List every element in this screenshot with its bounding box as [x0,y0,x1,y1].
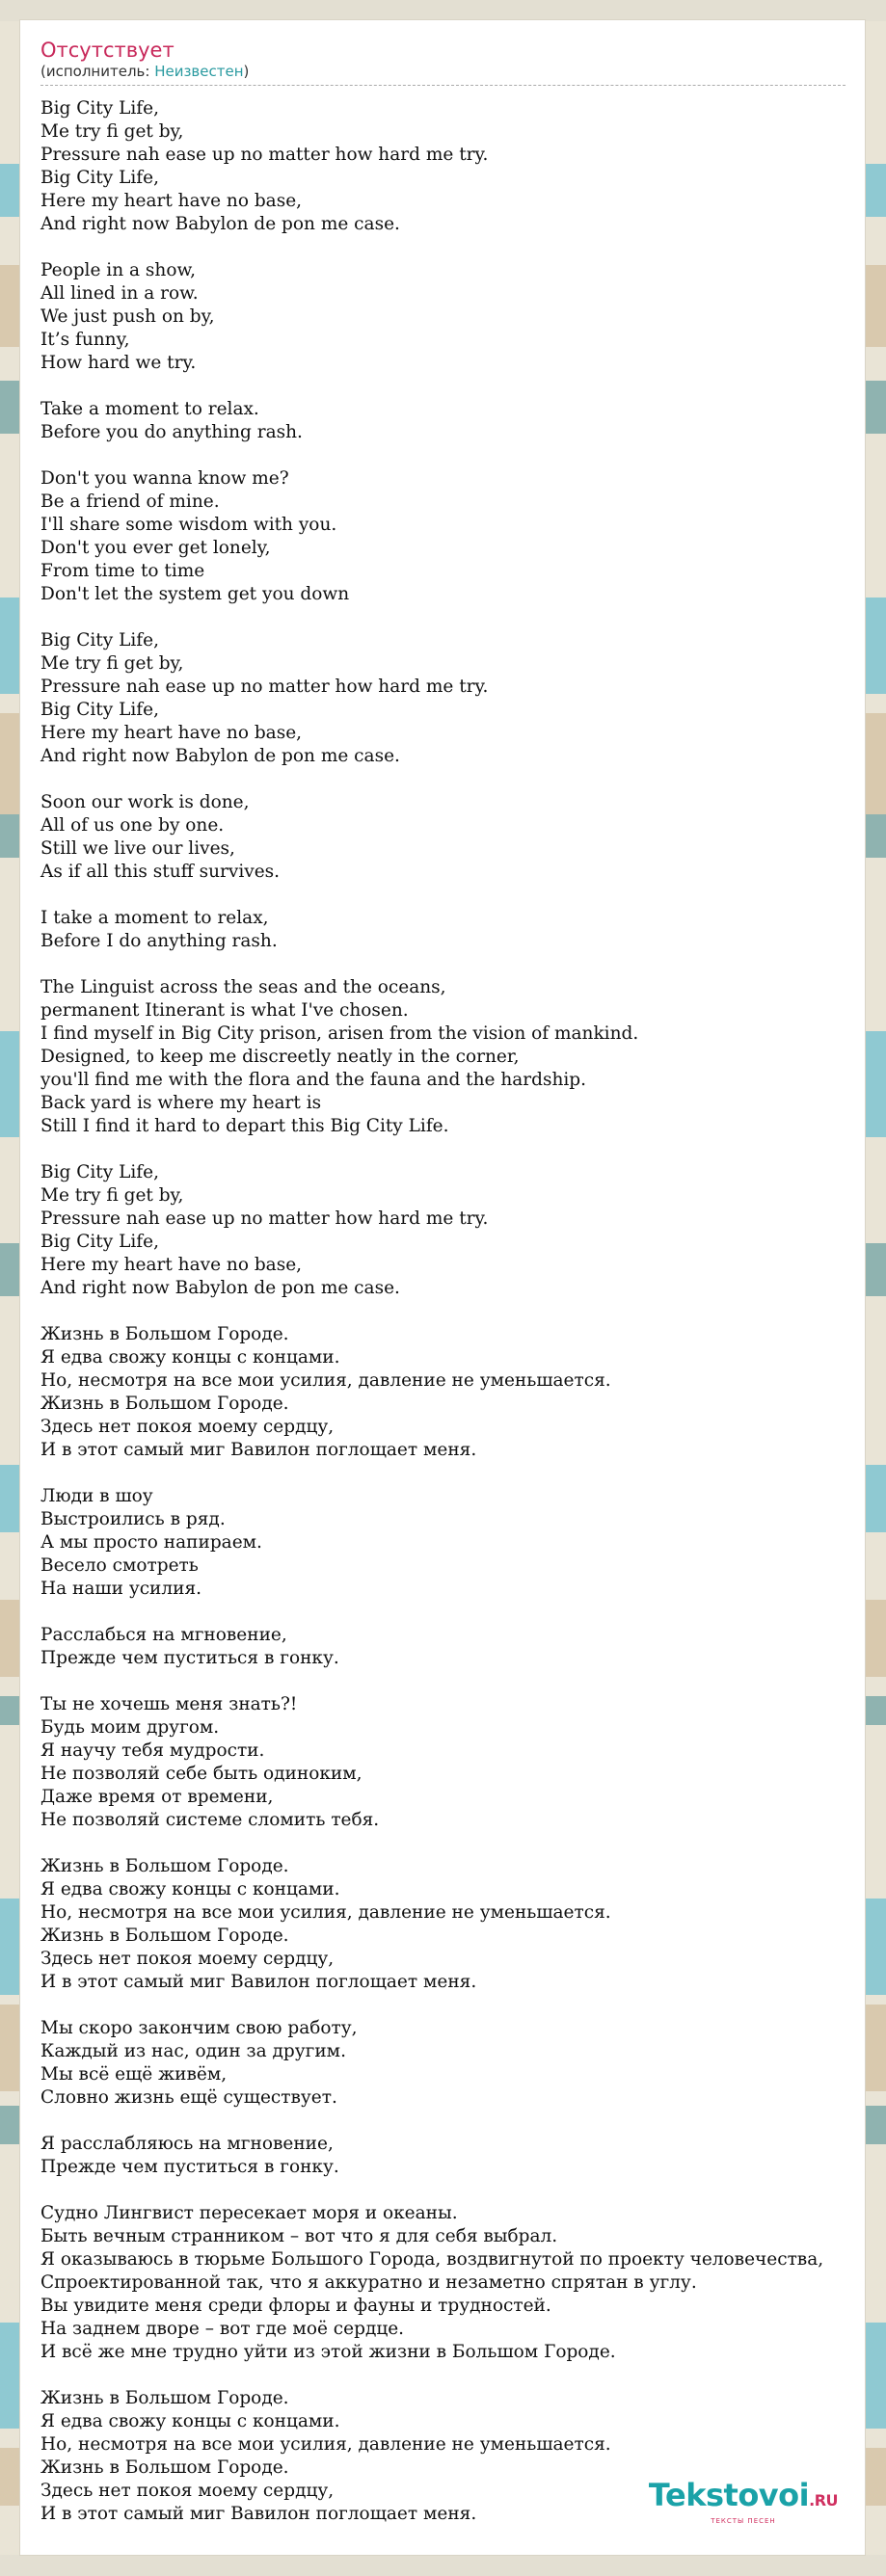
logo-text: Tekstovoi [648,2477,810,2513]
lyrics-line: People in a show, [40,260,196,280]
artist-suffix: ) [243,63,250,80]
lyrics-stanza [40,467,865,606]
lyrics-line: Don't you ever get lonely, [40,538,271,558]
lyrics-line: It’s funny, [40,330,130,350]
lyrics-line: Designed, to keep me discreetly neatly in the corner, [40,1047,520,1067]
lyrics-line: Don't let the system get you down [40,584,350,604]
lyrics-stanza [40,97,865,236]
artist-link[interactable]: Неизвестен [154,63,244,80]
lyrics-stanza [40,1161,865,1300]
lyrics-stanza [40,1624,865,1670]
lyrics-line: Big City Life, [40,1162,159,1182]
site-logo[interactable] [649,2479,838,2526]
lyrics-line: Pressure nah ease up no matter how hard me try. [40,145,489,165]
lyrics-line: Вы увидите меня среди флоры и фауны и трудностей. [40,2296,551,2316]
lyrics-line: Here my heart have no base, [40,723,303,743]
logo-suffix: .RU [809,2491,838,2510]
lyrics-line: Здесь нет покоя моему сердцу, [40,2481,335,2501]
lyrics-card [20,20,865,2555]
lyrics-line: Но, несмотря на все мои усилия, давление не уменьшается. [40,1370,611,1391]
lyrics-line: Я едва свожу концы с концами. [40,1879,340,1899]
lyrics-line: All lined in a row. [40,283,199,304]
top-band [0,0,886,21]
lyrics-stanza [40,976,865,1138]
lyrics-stanza [40,1323,865,1462]
lyrics-line: Still I find it hard to depart this Big City Life. [40,1116,449,1136]
lyrics-line: Жизнь в Большом Городе. [40,1856,289,1876]
lyrics-line: Big City Life, [40,700,159,720]
lyrics-line: Me try fi get by, [40,653,184,674]
lyrics-line: И всё же мне трудно уйти из этой жизни в Большом Городе. [40,2342,616,2362]
lyrics-stanza [40,791,865,884]
lyrics-line: And right now Babylon de pon me case. [40,746,400,766]
lyrics-line: Жизнь в Большом Городе. [40,2388,289,2408]
lyrics-line: Me try fi get by, [40,1185,184,1206]
lyrics-line: Я научу тебя мудрости. [40,1740,265,1761]
lyrics-line: На наши усилия. [40,1579,202,1599]
lyrics-line: Прежде чем пуститься в гонку. [40,1648,339,1668]
lyrics-line: Soon our work is done, [40,792,250,812]
lyrics-line: Спроектированной так, что я аккуратно и незаметно спрятан в углу. [40,2272,697,2293]
lyrics-line: We just push on by, [40,306,215,327]
lyrics-stanza [40,629,865,768]
lyrics-line: А мы просто напираем. [40,1532,262,1553]
lyrics-line: Me try fi get by, [40,121,184,142]
lyrics-line: you'll find me with the flora and the fauna and the hardship. [40,1070,587,1090]
lyrics-line: Мы всё ещё живём, [40,2064,228,2085]
lyrics-line: Здесь нет покоя моему сердцу, [40,1417,335,1437]
artist-line [40,63,865,80]
lyrics-line: Я расслабляюсь на мгновение, [40,2134,334,2154]
lyrics-stanza [40,2133,865,2179]
lyrics-line: Прежде чем пуститься в гонку. [40,2157,339,2177]
lyrics-line: Here my heart have no base, [40,191,303,211]
lyrics-line: Don't you wanna know me? [40,468,289,489]
lyrics-line: Жизнь в Большом Городе. [40,2457,289,2478]
lyrics-line: From time to time [40,561,205,581]
lyrics-line: And right now Babylon de pon me case. [40,214,400,234]
lyrics-line: Расслабься на мгновение, [40,1625,287,1645]
lyrics-stanza [40,398,865,444]
lyrics-line: Не позволяй себе быть одиноким, [40,1764,362,1784]
lyrics-line: Жизнь в Большом Городе. [40,1394,289,1414]
lyrics-line: И в этот самый миг Вавилон поглощает меня. [40,1440,477,1460]
lyrics-line: All of us one by one. [40,815,225,836]
lyrics-text [40,97,865,2549]
logo-tagline: ТЕКСТЫ ПЕСЕН [711,2517,776,2525]
lyrics-line: Big City Life, [40,98,159,119]
lyrics-line: Жизнь в Большом Городе. [40,1324,289,1344]
artist-prefix: (исполнитель: [40,63,155,80]
lyrics-line: Но, несмотря на все мои усилия, давление не уменьшается. [40,1902,611,1923]
lyrics-line: Still we live our lives, [40,838,235,859]
lyrics-line: Take a moment to relax. [40,399,259,419]
lyrics-line: Before I do anything rash. [40,931,278,951]
lyrics-line: The Linguist across the seas and the oceans, [40,977,446,997]
lyrics-line: Весело смотреть [40,1555,199,1576]
lyrics-line: Pressure nah ease up no matter how hard me try. [40,677,489,697]
lyrics-line: permanent Itinerant is what I've chosen. [40,1000,409,1021]
header-divider [40,85,846,86]
lyrics-line: Выстроились в ряд. [40,1509,226,1529]
lyrics-line: Я оказываюсь в тюрьме Большого Города, воздвигнутой по проекту человечества, [40,2249,824,2270]
lyrics-line: As if all this stuff survives. [40,862,281,882]
lyrics-line: Pressure nah ease up no matter how hard me try. [40,1208,489,1229]
lyrics-line: И в этот самый миг Вавилон поглощает меня. [40,2504,477,2524]
bottom-band [0,2555,886,2576]
lyrics-line: Но, несмотря на все мои усилия, давление не уменьшается. [40,2434,611,2455]
lyrics-line: Before you do anything rash. [40,422,303,442]
lyrics-stanza [40,2017,865,2110]
lyrics-line: Каждый из нас, один за другим. [40,2041,346,2061]
lyrics-stanza [40,1485,865,1601]
lyrics-line: Мы скоро закончим свою работу, [40,2018,358,2038]
song-header [40,38,865,86]
song-title: Отсутствует [40,39,175,62]
lyrics-line: Здесь нет покоя моему сердцу, [40,1949,335,1969]
lyrics-line: I'll share some wisdom with you. [40,515,337,535]
lyrics-line: Big City Life, [40,168,159,188]
lyrics-line: I take a moment to relax, [40,908,269,928]
lyrics-line: Судно Лингвист пересекает моря и океаны. [40,2203,458,2223]
lyrics-line: Жизнь в Большом Городе. [40,1925,289,1946]
lyrics-stanza [40,259,865,375]
lyrics-line: Я едва свожу концы с концами. [40,2411,340,2431]
lyrics-line: Люди в шоу [40,1486,153,1506]
lyrics-line: Не позволяй системе сломить тебя. [40,1810,380,1830]
lyrics-line: Here my heart have no base, [40,1255,303,1275]
lyrics-stanza [40,1693,865,1832]
lyrics-line: Даже время от времени, [40,1787,274,1807]
lyrics-line: Be a friend of mine. [40,491,220,512]
lyrics-line: Big City Life, [40,630,159,651]
lyrics-line: And right now Babylon de pon me case. [40,1278,400,1298]
lyrics-line: I find myself in Big City prison, arisen from the vision of mankind. [40,1023,639,1044]
lyrics-line: Back yard is where my heart is [40,1093,322,1113]
lyrics-stanza [40,907,865,953]
lyrics-line: Ты не хочешь меня знать?! [40,1694,298,1714]
lyrics-line: Big City Life, [40,1232,159,1252]
lyrics-line: Словно жизнь ещё существует. [40,2087,337,2108]
lyrics-line: На заднем дворе – вот где моё сердце. [40,2319,405,2339]
lyrics-line: Будь моим другом. [40,1717,220,1738]
lyrics-line: How hard we try. [40,353,197,373]
lyrics-line: Быть вечным странником – вот что я для себя выбрал. [40,2226,558,2246]
lyrics-stanza [40,1855,865,1994]
lyrics-line: И в этот самый миг Вавилон поглощает меня. [40,1972,477,1992]
lyrics-line: Я едва свожу концы с концами. [40,1347,340,1368]
lyrics-stanza [40,2202,865,2364]
